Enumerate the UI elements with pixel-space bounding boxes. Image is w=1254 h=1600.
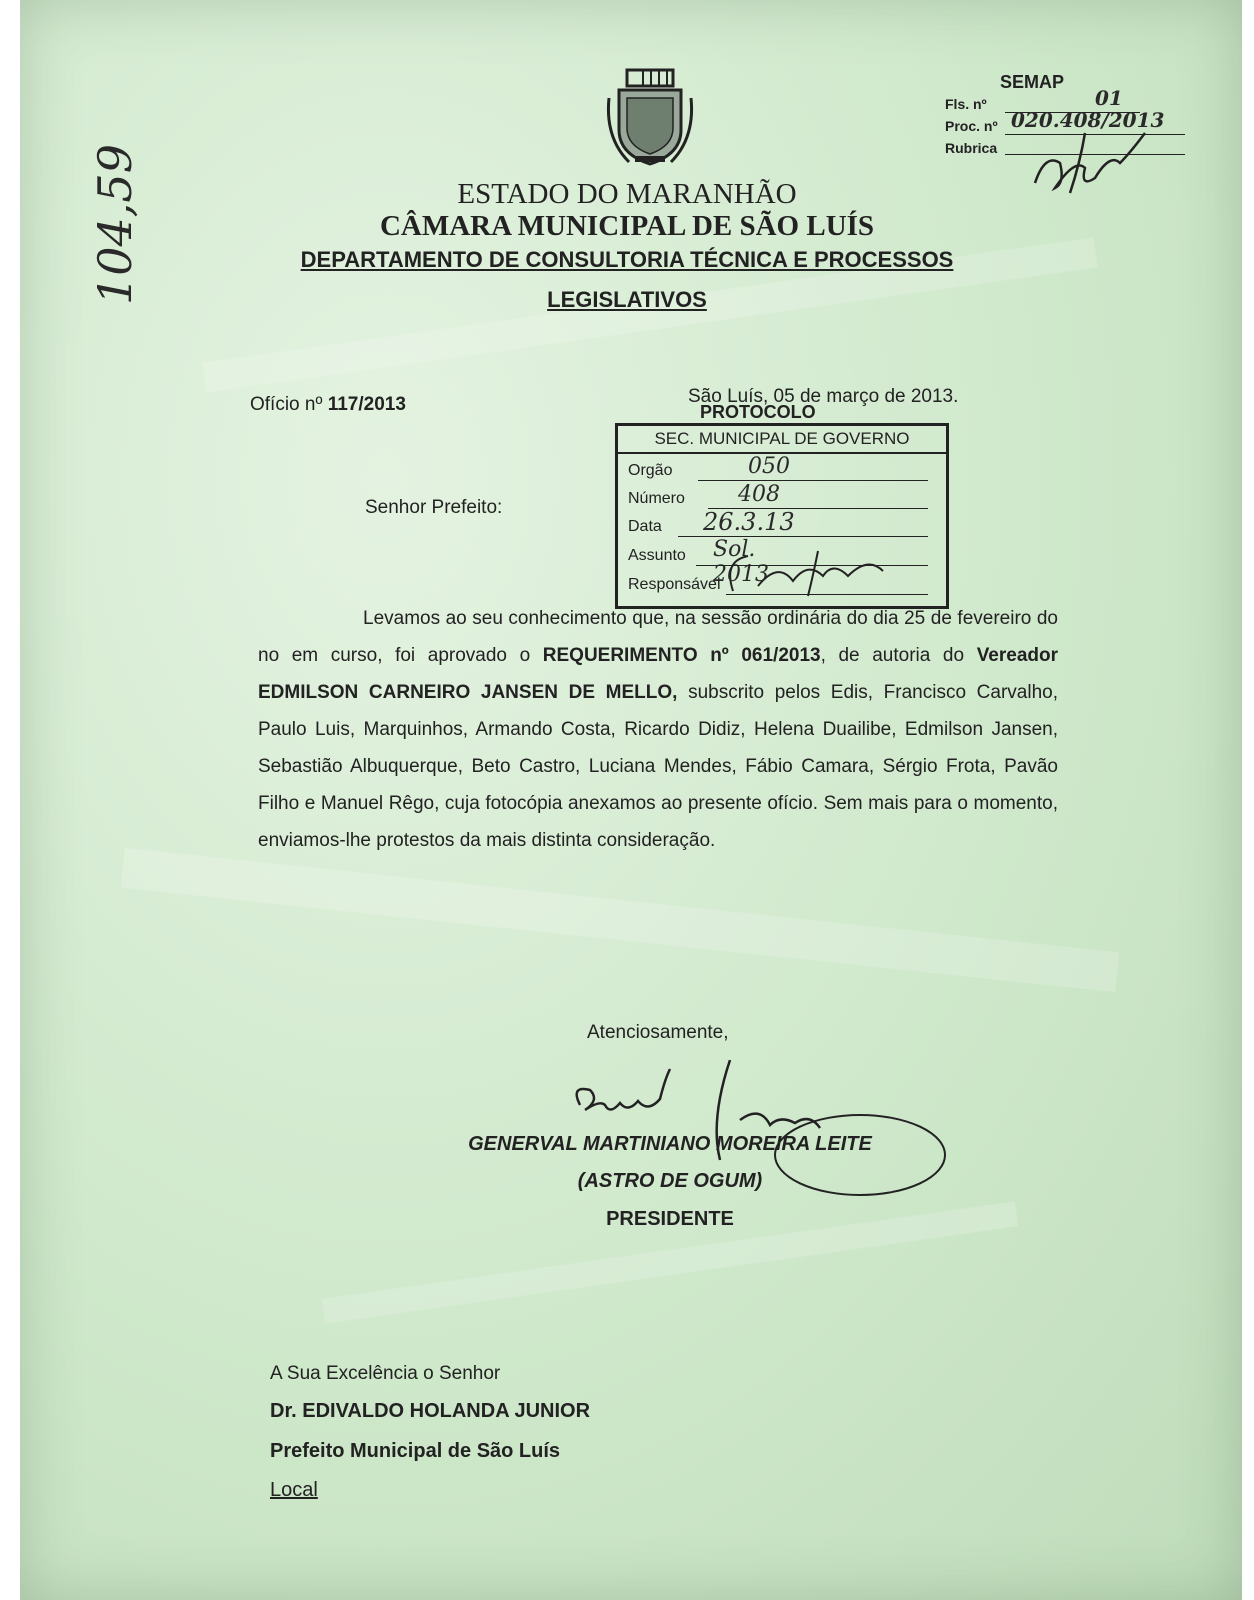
semap-proc-value: 020.408/2013 (1011, 108, 1165, 132)
letter-date: São Luís, 05 de março de 2013. (688, 386, 959, 407)
semap-rubrica-label: Rubrica (945, 140, 998, 156)
oficio-line (250, 394, 406, 416)
signer-role: PRESIDENTE (606, 1208, 734, 1230)
protocol-row-assunto: Assunto Sol. 2013 (628, 537, 769, 587)
protocol-row-data: Data 26.3.13 (628, 508, 795, 536)
department-line-1: DEPARTAMENTO DE CONSULTORIA TÉCNICA E PROCESSOS (300, 247, 954, 272)
oficio-number: 117/2013 (327, 394, 406, 415)
closing: Atenciosamente, (587, 1022, 729, 1043)
protocol-row-orgao: Orgão 050 (628, 454, 790, 479)
semap-fls-label: Fls. nº (945, 96, 987, 112)
coat-of-arms-icon (605, 68, 695, 168)
protocol-office: SEC. MUNICIPAL DE GOVERNO (618, 426, 946, 454)
author-name: Vereador EDMILSON CARNEIRO JANSEN DE MELLO, (258, 645, 1059, 703)
signer-name: GENERVAL MARTINIANO MOREIRA LEITE (468, 1133, 872, 1155)
requirement-number: REQUERIMENTO nº 061/2013 (542, 645, 821, 666)
semap-fls-value: 01 (1095, 86, 1123, 110)
protocol-row-responsavel: Responsável (628, 576, 721, 593)
department-line-2: LEGISLATIVOS (547, 287, 707, 312)
protocol-stamp-title: PROTOCOLO (700, 402, 816, 422)
protocol-row-numero: Número 408 (628, 482, 780, 507)
margin-handwritten-number: 104,59 (88, 144, 142, 305)
semap-title: SEMAP (1000, 72, 1065, 92)
salutation: Senhor Prefeito: (365, 497, 503, 518)
signer-nickname: (ASTRO DE OGUM) (577, 1170, 763, 1192)
chamber-name: CÂMARA MUNICIPAL DE SÃO LUÍS (379, 210, 875, 242)
semap-proc-label: Proc. nº (945, 118, 998, 134)
protocol-stamp (615, 423, 949, 609)
recipient-local: Local (270, 1479, 318, 1501)
letter-body: Levamos ao seu conhecimento que, na sessão ordinária do dia 25 de fevereiro do no em curso, foi aprovado o REQUERIMENTO nº 061/2013, de autoria do Vereador EDMILSON CARNEIRO JANSEN DE MELLO, subscrito pelos Edis, Francisco Carvalho, Paulo Luis, Marquinhos, Armando Costa, Ricardo Didiz, Helena Duailibe, Edmilson Jansen, Sebastião Albuquerque, Beto Castro, Luciana Mendes, Fábio Camara, Sérgio Frota, Pavão Filho e Manuel Rêgo, cuja fotocópia anexamos ao presente ofício. Sem mais para o momento, enviamos-lhe protestos da mais distinta consideração. (258, 608, 1059, 851)
rubrica-signature (1025, 128, 1155, 198)
recipient-name: Dr. EDIVALDO HOLANDA JUNIOR (270, 1400, 591, 1422)
protocol-signature (718, 541, 918, 601)
semap-stamp (945, 68, 1205, 198)
recipient-title: Prefeito Municipal de São Luís (270, 1440, 561, 1462)
recipient-line-1: A Sua Excelência o Senhor (270, 1363, 501, 1384)
oficio-label: Ofício nº (250, 394, 323, 415)
state-name: ESTADO DO MARANHÃO (457, 178, 797, 210)
